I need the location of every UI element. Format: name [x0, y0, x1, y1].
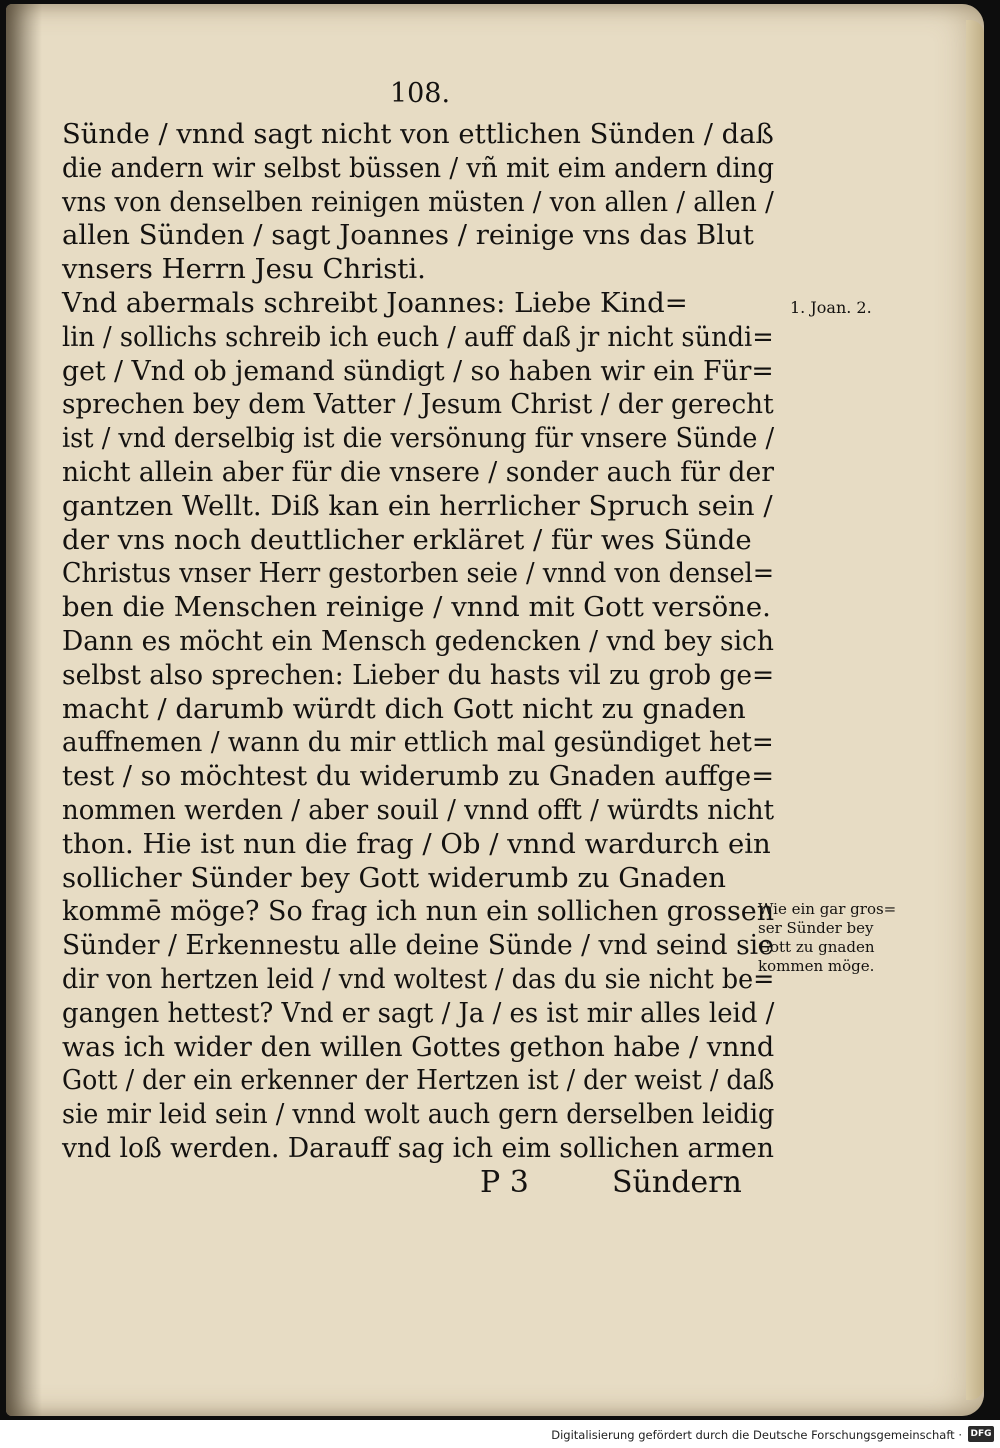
text-line: Christus vnser Herr gestorben seie / vnnd von densel= — [62, 557, 775, 590]
footer-banner — [0, 1420, 1000, 1448]
text-line: nicht allein aber für die vnsere / sonder auch für der — [62, 455, 774, 488]
text-line: Dann es möcht ein Mensch gedencken / vnd bey sich — [62, 624, 774, 657]
text-line: get / Vnd ob jemand sündigt / so haben wir ein Für= — [62, 354, 774, 387]
dfg-logo: DFG — [968, 1426, 994, 1442]
text-line: kommē möge? So frag ich nun ein sollichen grossen — [62, 895, 775, 928]
text-line: vnd loß werden. Darauff sag ich eim sollichen armen — [62, 1131, 774, 1164]
text-line: sie mir leid sein / vnnd wolt auch gern derselben leidig — [62, 1098, 775, 1131]
text-line: thon. Hie ist nun die frag / Ob / vnnd wardurch ein — [62, 827, 771, 860]
margin-note-line: Wie ein gar gros= — [758, 900, 897, 918]
text-line: ist / vnd derselbig ist die versönung für vnsere Sünde / — [62, 422, 775, 455]
text-line: macht / darumb würdt dich Gott nicht zu gnaden — [62, 692, 746, 725]
margin-note-line: kommen möge. — [758, 957, 875, 975]
text-line: vns von denselben reinigen müsten / von allen / allen / — [62, 185, 774, 218]
page-edge — [966, 20, 984, 1400]
text-line: test / so möchtest du widerumb zu Gnaden auffge= — [62, 760, 775, 793]
text-line: gangen hettest? Vnd er sagt / Ja / es ist mir alles leid / — [62, 996, 775, 1029]
text-line: selbst also sprechen: Lieber du hasts vil zu grob ge= — [62, 658, 775, 691]
margin-note-line: ser Sünder bey — [758, 919, 874, 937]
text-line: was ich wider den willen Gottes gethon habe / vnnd — [62, 1030, 775, 1063]
text-line: sollicher Sünder bey Gott widerumb zu Gnaden — [62, 861, 726, 894]
body-text — [62, 118, 774, 1166]
text-line: lin / sollichs schreib ich euch / auff daß jr nicht sündi= — [62, 320, 774, 353]
catchword: Sündern — [612, 1165, 742, 1200]
text-line: allen Sünden / sagt Joannes / reinige vns das Blut — [62, 219, 754, 252]
spine-shadow — [6, 4, 42, 1416]
page-number: 108. — [389, 78, 451, 109]
text-line: Sünder / Erkennestu alle deine Sünde / vnd seind sie — [62, 929, 774, 962]
text-line: vnsers Herrn Jesu Christi. — [62, 253, 426, 286]
margin-note-gloss — [758, 900, 896, 976]
text-line: auffnemen / wann du mir ettlich mal gesündiget het= — [62, 726, 774, 759]
text-line: nommen werden / aber souil / vnnd offt / würdts nicht — [62, 793, 775, 826]
catchline — [480, 1165, 760, 1201]
text-line: Sünde / vnnd sagt nicht von ettlichen Sünden / daß — [62, 118, 774, 150]
text-line: dir von hertzen leid / vnd woltest / das du sie nicht be= — [62, 962, 775, 995]
funding-credit: Digitalisierung gefördert durch die Deutsche Forschungsgemeinschaft · — [551, 1428, 962, 1442]
text-line: die andern wir selbst büssen / vñ mit eim andern ding — [62, 151, 775, 184]
margin-note-line: Gott zu gnaden — [758, 938, 875, 956]
text-line: Vnd abermals schreibt Joannes: Liebe Kind= — [62, 286, 688, 319]
text-line: Gott / der ein erkenner der Hertzen ist / der weist / daß — [62, 1064, 775, 1097]
text-line: sprechen bey dem Vatter / Jesum Christ / der gerecht — [62, 388, 774, 421]
text-line: ben die Menschen reinige / vnnd mit Gott versöne. — [62, 591, 771, 624]
signature-mark: P 3 — [480, 1165, 529, 1200]
text-line: gantzen Wellt. Diß kan ein herrlicher Spruch sein / — [62, 489, 773, 522]
margin-note-reference: 1. Joan. 2. — [790, 298, 872, 317]
text-line: der vns noch deuttlicher erkläret / für wes Sünde — [62, 523, 752, 556]
